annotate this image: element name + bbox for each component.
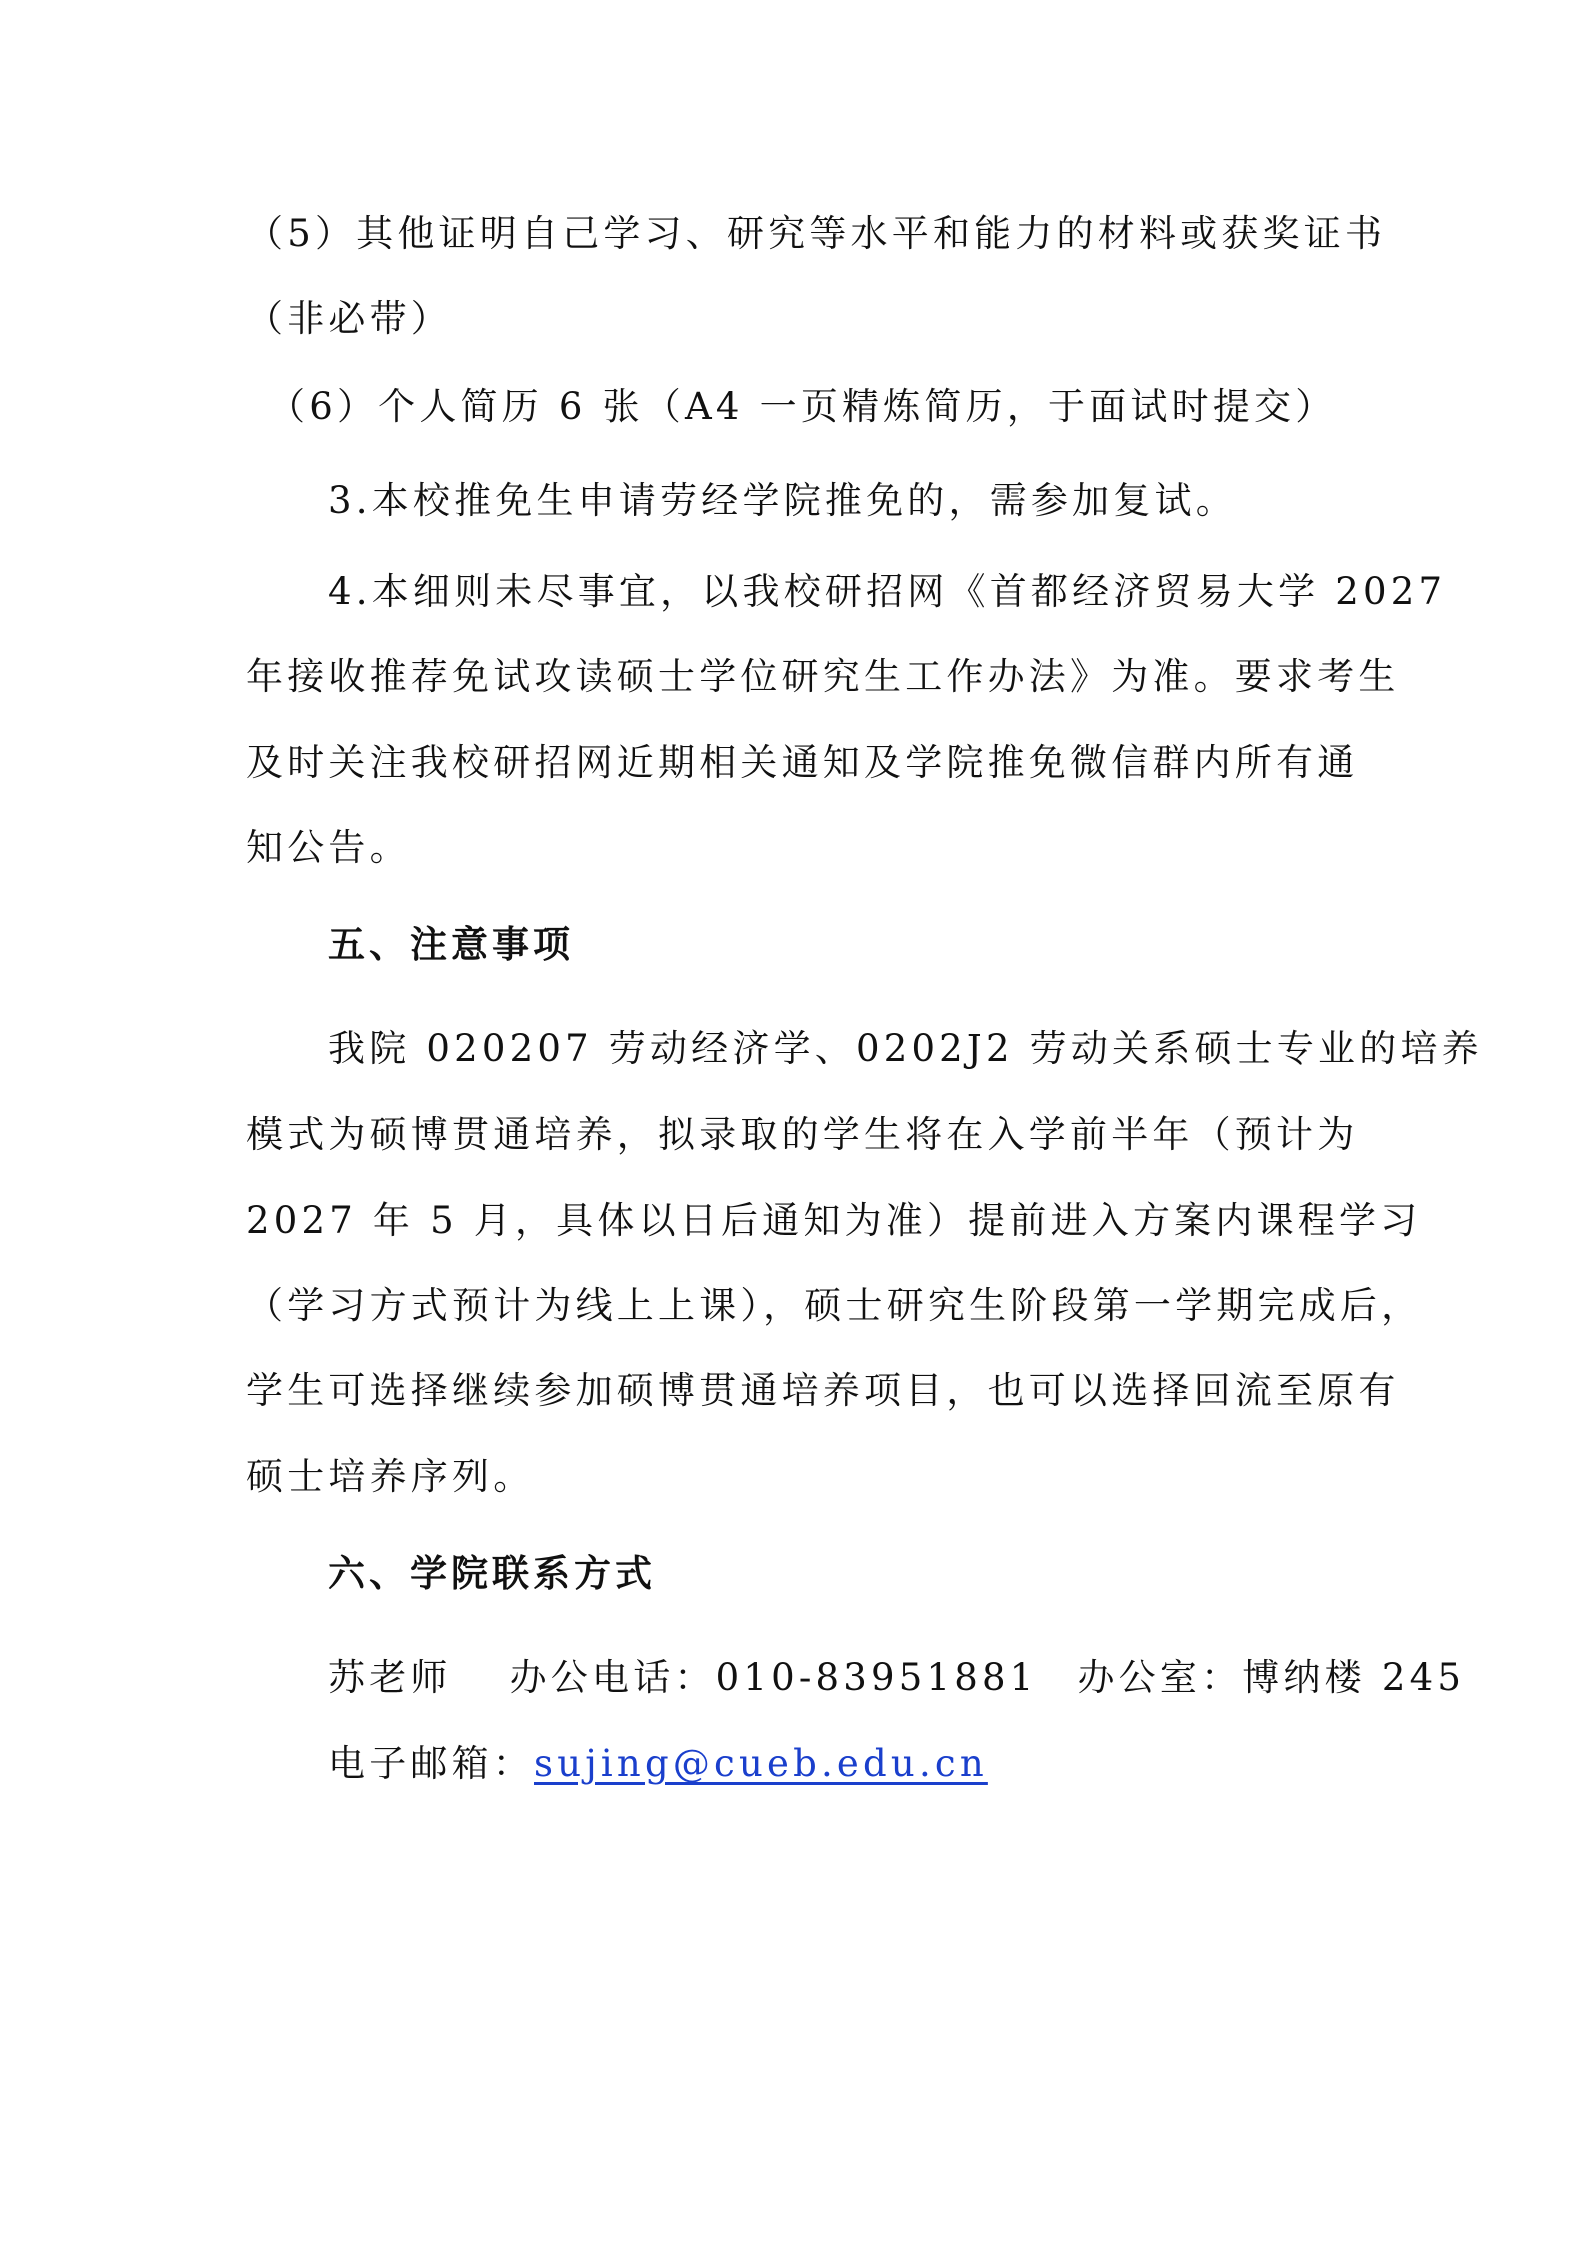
point4-line3: 及时关注我校研招网近期相关通知及学院推免微信群内所有通 <box>246 741 1359 784</box>
office-location: 博纳楼 245 <box>1242 1656 1466 1699</box>
email-label: 电子邮箱： <box>328 1742 534 1785</box>
section5-line5: 学生可选择继续参加硕博贯通培养项目，也可以选择回流至原有 <box>246 1369 1400 1412</box>
section5-line6: 硕士培养序列。 <box>246 1455 535 1498</box>
contact-line <box>328 1653 1466 1703</box>
item6-line: （6）个人简历 6 张（A4 一页精炼简历，于面试时提交） <box>268 385 1337 428</box>
section5-line4: （学习方式预计为线上上课），硕士研究生阶段第一学期完成后， <box>246 1284 1423 1327</box>
section5-heading: 五、注意事项 <box>328 923 574 966</box>
section5-line2: 模式为硕博贯通培养，拟录取的学生将在入学前半年（预计为 <box>246 1113 1359 1156</box>
section5-line1: 我院 020207 劳动经济学、0202J2 劳动关系硕士专业的培养 <box>328 1027 1483 1070</box>
phone-label: 办公电话： <box>509 1656 716 1699</box>
point4-line2: 年接收推荐免试攻读硕士学位研究生工作办法》为准。要求考生 <box>246 655 1400 698</box>
phone-number: 010-83951881 <box>715 1656 1038 1699</box>
email-link[interactable]: sujing@cueb.edu.cn <box>534 1742 988 1785</box>
item5-line2: （非必带） <box>246 297 452 340</box>
section5-line3: 2027 年 5 月，具体以日后通知为准）提前进入方案内课程学习 <box>246 1199 1422 1242</box>
point4-line1: 4.本细则未尽事宜，以我校研招网《首都经济贸易大学 2027 <box>328 570 1447 613</box>
item5-line1: （5）其他证明自己学习、研究等水平和能力的材料或获奖证书 <box>246 212 1387 255</box>
contact-name: 苏老师 <box>328 1656 452 1699</box>
section6-heading: 六、学院联系方式 <box>328 1552 656 1595</box>
point3-line: 3.本校推免生申请劳经学院推免的，需参加复试。 <box>328 479 1237 522</box>
point4-line4: 知公告。 <box>246 826 411 869</box>
office-label: 办公室： <box>1077 1656 1243 1699</box>
email-line <box>328 1739 1438 1789</box>
